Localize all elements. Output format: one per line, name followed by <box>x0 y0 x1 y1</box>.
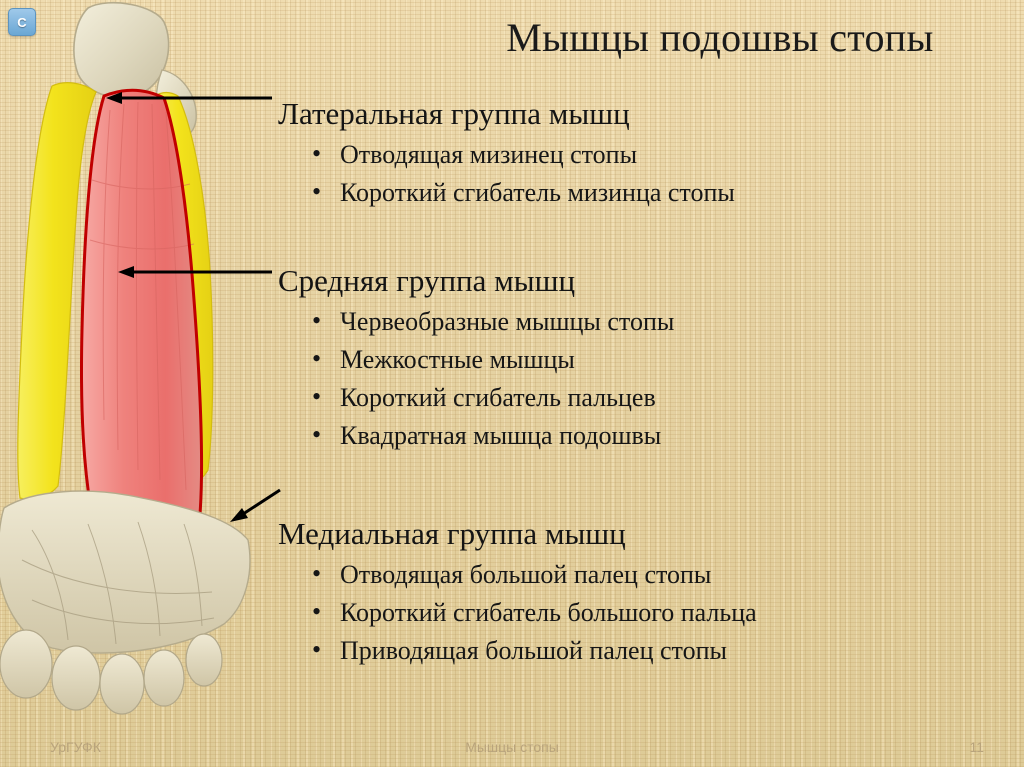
list-item: • Межкостные мышцы <box>278 341 674 379</box>
list-item: • Короткий сгибатель мизинца стопы <box>278 174 735 212</box>
group-list-lateral <box>278 136 735 212</box>
footer-slide-number: 11 <box>969 739 984 755</box>
list-item: • Квадратная мышца подошвы <box>278 417 674 455</box>
forefoot-bones <box>0 491 250 714</box>
muscle-group-medial <box>278 516 757 670</box>
group-list-medial <box>278 556 757 670</box>
page-title: Мышцы подошвы стопы <box>506 15 934 60</box>
list-item: • Короткий сгибатель большого пальца <box>278 594 757 632</box>
list-item: • Приводящая большой палец стопы <box>278 632 757 670</box>
group-heading-lateral: Латеральная группа мышц <box>278 96 630 131</box>
plantar-foot-muscles-diagram <box>0 0 292 720</box>
group-heading-middle: Средняя группа мышц <box>278 263 576 298</box>
group-list-middle <box>278 303 674 455</box>
list-item: • Отводящая мизинец стопы <box>278 136 735 174</box>
group-heading-medial: Медиальная группа мышц <box>278 516 626 551</box>
list-item: • Червеобразные мышцы стопы <box>278 303 674 341</box>
logo-letter: C <box>17 14 27 30</box>
footer-organization: УрГУФК <box>50 739 101 755</box>
arrow-to-medial-group <box>230 490 280 522</box>
list-item: • Короткий сгибатель пальцев <box>278 379 674 417</box>
footer-topic: Мышцы стопы <box>465 739 559 755</box>
list-item: • Отводящая большой палец стопы <box>278 556 757 594</box>
muscle-group-middle <box>278 263 674 455</box>
muscle-group-lateral <box>278 96 735 212</box>
